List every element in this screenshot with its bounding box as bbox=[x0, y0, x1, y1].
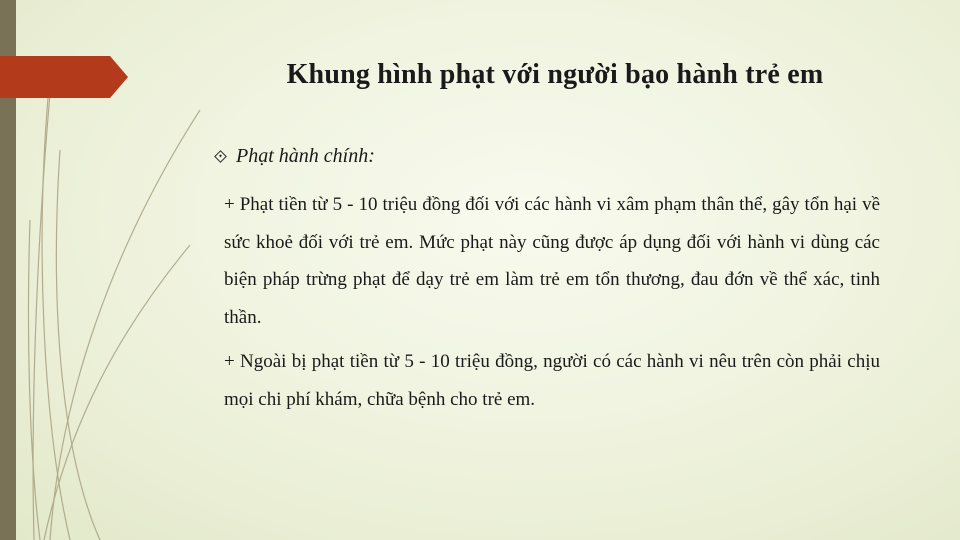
bullet-heading bbox=[216, 142, 375, 170]
slide-title: Khung hình phạt với người bạo hành trẻ em bbox=[286, 59, 824, 90]
paragraph-additional-costs: + Ngoài bị phạt tiền từ 5 - 10 triệu đồng, người có các hành vi nêu trên còn phải chịu mọi chi phí khám, chữa bệnh cho trẻ em. bbox=[224, 351, 880, 410]
title-accent-arrow bbox=[0, 56, 128, 98]
diamond-bullet-icon bbox=[214, 150, 227, 163]
paragraph-fine-details: + Phạt tiền từ 5 - 10 triệu đồng đối với các hành vi xâm phạm thân thể, gây tổn hại về sức khoẻ đối với trẻ em. Mức phạt này cũng được áp dụng đối với hành vi dùng các biện pháp trừng phạt để dạy trẻ em làm trẻ em tổn thương, đau đớn về thể xác, tinh thần. bbox=[224, 194, 880, 328]
bullet-label: Phạt hành chính: bbox=[236, 145, 375, 167]
